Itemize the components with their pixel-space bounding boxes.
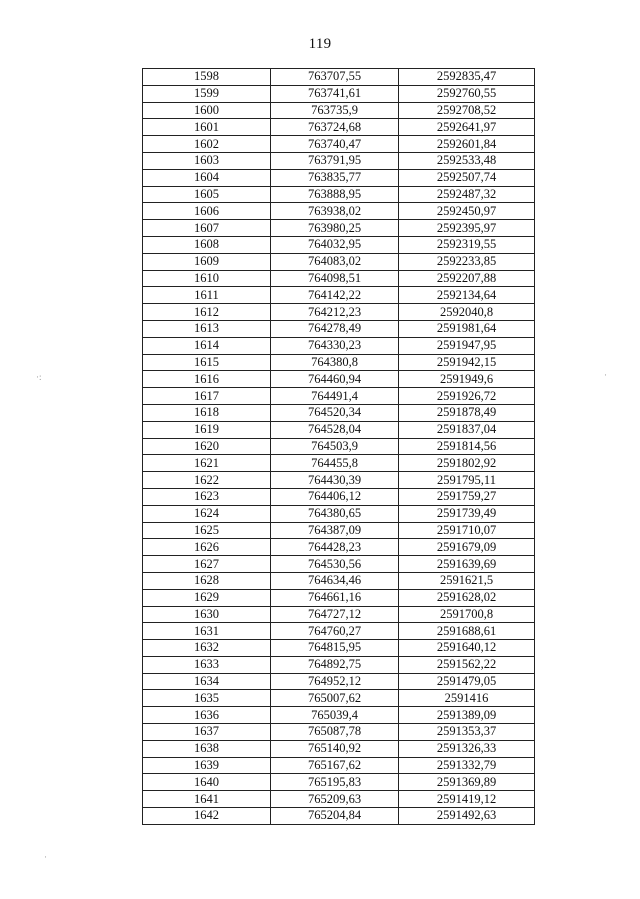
- y-coordinate-cell: 2591942,15: [399, 354, 535, 371]
- y-coordinate-cell: 2591837,04: [399, 421, 535, 438]
- table-row: [143, 606, 535, 623]
- table-row: [143, 337, 535, 354]
- table-row: [143, 673, 535, 690]
- x-coordinate-cell: 765140,92: [271, 740, 399, 757]
- x-coordinate-cell: 765039,4: [271, 707, 399, 724]
- x-coordinate-cell: 763741,61: [271, 85, 399, 102]
- y-coordinate-cell: 2591814,56: [399, 438, 535, 455]
- table-row: [143, 455, 535, 472]
- table-row: [143, 421, 535, 438]
- table-row: [143, 69, 535, 86]
- x-coordinate-cell: 764430,39: [271, 472, 399, 489]
- point-number-cell: 1618: [143, 404, 271, 421]
- x-coordinate-cell: 765167,62: [271, 757, 399, 774]
- point-number-cell: 1613: [143, 320, 271, 337]
- scan-artifact: ·: [44, 852, 47, 862]
- table-row: [143, 589, 535, 606]
- x-coordinate-cell: 765204,84: [271, 808, 399, 825]
- table-row: [143, 270, 535, 287]
- x-coordinate-cell: 764634,46: [271, 572, 399, 589]
- point-number-cell: 1635: [143, 690, 271, 707]
- coordinates-table: [142, 68, 535, 825]
- table-row: [143, 791, 535, 808]
- x-coordinate-cell: 763707,55: [271, 69, 399, 86]
- point-number-cell: 1639: [143, 757, 271, 774]
- x-coordinate-cell: 763835,77: [271, 169, 399, 186]
- point-number-cell: 1617: [143, 388, 271, 405]
- table-row: [143, 85, 535, 102]
- y-coordinate-cell: 2592450,97: [399, 203, 535, 220]
- point-number-cell: 1610: [143, 270, 271, 287]
- y-coordinate-cell: 2591878,49: [399, 404, 535, 421]
- y-coordinate-cell: 2592233,85: [399, 253, 535, 270]
- table-row: [143, 707, 535, 724]
- y-coordinate-cell: 2591926,72: [399, 388, 535, 405]
- point-number-cell: 1607: [143, 220, 271, 237]
- table-row: [143, 724, 535, 741]
- table-row: [143, 354, 535, 371]
- point-number-cell: 1629: [143, 589, 271, 606]
- table-row: [143, 505, 535, 522]
- point-number-cell: 1619: [143, 421, 271, 438]
- point-number-cell: 1622: [143, 472, 271, 489]
- point-number-cell: 1604: [143, 169, 271, 186]
- x-coordinate-cell: 765007,62: [271, 690, 399, 707]
- point-number-cell: 1621: [143, 455, 271, 472]
- point-number-cell: 1634: [143, 673, 271, 690]
- y-coordinate-cell: 2591332,79: [399, 757, 535, 774]
- x-coordinate-cell: 765195,83: [271, 774, 399, 791]
- table-row: [143, 304, 535, 321]
- y-coordinate-cell: 2591802,92: [399, 455, 535, 472]
- y-coordinate-cell: 2591700,8: [399, 606, 535, 623]
- y-coordinate-cell: 2591621,5: [399, 572, 535, 589]
- table-row: [143, 808, 535, 825]
- table-body: [143, 69, 535, 825]
- point-number-cell: 1620: [143, 438, 271, 455]
- x-coordinate-cell: 763938,02: [271, 203, 399, 220]
- table-row: [143, 404, 535, 421]
- y-coordinate-cell: 2591416: [399, 690, 535, 707]
- y-coordinate-cell: 2591479,05: [399, 673, 535, 690]
- point-number-cell: 1627: [143, 556, 271, 573]
- point-number-cell: 1605: [143, 186, 271, 203]
- x-coordinate-cell: 765087,78: [271, 724, 399, 741]
- point-number-cell: 1640: [143, 774, 271, 791]
- y-coordinate-cell: 2592641,97: [399, 119, 535, 136]
- point-number-cell: 1598: [143, 69, 271, 86]
- x-coordinate-cell: 764760,27: [271, 623, 399, 640]
- point-number-cell: 1623: [143, 488, 271, 505]
- point-number-cell: 1616: [143, 371, 271, 388]
- x-coordinate-cell: 764406,12: [271, 488, 399, 505]
- point-number-cell: 1609: [143, 253, 271, 270]
- table-row: [143, 388, 535, 405]
- table-row: [143, 488, 535, 505]
- table-row: [143, 774, 535, 791]
- x-coordinate-cell: 764491,4: [271, 388, 399, 405]
- x-coordinate-cell: 763724,68: [271, 119, 399, 136]
- table-row: [143, 572, 535, 589]
- x-coordinate-cell: 764952,12: [271, 673, 399, 690]
- table-row: [143, 169, 535, 186]
- table-row: [143, 472, 535, 489]
- y-coordinate-cell: 2591369,89: [399, 774, 535, 791]
- y-coordinate-cell: 2592207,88: [399, 270, 535, 287]
- y-coordinate-cell: 2592134,64: [399, 287, 535, 304]
- y-coordinate-cell: 2591353,37: [399, 724, 535, 741]
- table-row: [143, 220, 535, 237]
- y-coordinate-cell: 2591981,64: [399, 320, 535, 337]
- table-row: [143, 656, 535, 673]
- x-coordinate-cell: 765209,63: [271, 791, 399, 808]
- table-row: [143, 556, 535, 573]
- x-coordinate-cell: 764661,16: [271, 589, 399, 606]
- point-number-cell: 1614: [143, 337, 271, 354]
- page-number: 119: [308, 36, 332, 52]
- table-row: [143, 539, 535, 556]
- x-coordinate-cell: 764460,94: [271, 371, 399, 388]
- table-row: [143, 320, 535, 337]
- y-coordinate-cell: 2592319,55: [399, 236, 535, 253]
- table-row: [143, 640, 535, 657]
- point-number-cell: 1642: [143, 808, 271, 825]
- y-coordinate-cell: 2592760,55: [399, 85, 535, 102]
- x-coordinate-cell: 764815,95: [271, 640, 399, 657]
- point-number-cell: 1626: [143, 539, 271, 556]
- y-coordinate-cell: 2591628,02: [399, 589, 535, 606]
- y-coordinate-cell: 2591739,49: [399, 505, 535, 522]
- y-coordinate-cell: 2591389,09: [399, 707, 535, 724]
- x-coordinate-cell: 763735,9: [271, 102, 399, 119]
- x-coordinate-cell: 764142,22: [271, 287, 399, 304]
- y-coordinate-cell: 2592835,47: [399, 69, 535, 86]
- x-coordinate-cell: 764727,12: [271, 606, 399, 623]
- y-coordinate-cell: 2591710,07: [399, 522, 535, 539]
- point-number-cell: 1611: [143, 287, 271, 304]
- y-coordinate-cell: 2591562,22: [399, 656, 535, 673]
- point-number-cell: 1630: [143, 606, 271, 623]
- x-coordinate-cell: 763791,95: [271, 152, 399, 169]
- x-coordinate-cell: 764520,34: [271, 404, 399, 421]
- x-coordinate-cell: 763980,25: [271, 220, 399, 237]
- table-row: [143, 186, 535, 203]
- point-number-cell: 1601: [143, 119, 271, 136]
- scan-artifact: ·:: [36, 372, 42, 382]
- x-coordinate-cell: 764032,95: [271, 236, 399, 253]
- y-coordinate-cell: 2591759,27: [399, 488, 535, 505]
- x-coordinate-cell: 764428,23: [271, 539, 399, 556]
- table-row: [143, 152, 535, 169]
- x-coordinate-cell: 764530,56: [271, 556, 399, 573]
- point-number-cell: 1633: [143, 656, 271, 673]
- point-number-cell: 1638: [143, 740, 271, 757]
- table-row: [143, 102, 535, 119]
- y-coordinate-cell: 2591688,61: [399, 623, 535, 640]
- y-coordinate-cell: 2591326,33: [399, 740, 535, 757]
- y-coordinate-cell: 2592708,52: [399, 102, 535, 119]
- x-coordinate-cell: 763888,95: [271, 186, 399, 203]
- x-coordinate-cell: 764330,23: [271, 337, 399, 354]
- point-number-cell: 1602: [143, 136, 271, 153]
- x-coordinate-cell: 764278,49: [271, 320, 399, 337]
- table-row: [143, 522, 535, 539]
- y-coordinate-cell: 2591947,95: [399, 337, 535, 354]
- table-row: [143, 438, 535, 455]
- x-coordinate-cell: 764455,8: [271, 455, 399, 472]
- y-coordinate-cell: 2592533,48: [399, 152, 535, 169]
- point-number-cell: 1637: [143, 724, 271, 741]
- table-row: [143, 203, 535, 220]
- y-coordinate-cell: 2592395,97: [399, 220, 535, 237]
- point-number-cell: 1624: [143, 505, 271, 522]
- table-row: [143, 623, 535, 640]
- table-row: [143, 690, 535, 707]
- table-row: [143, 287, 535, 304]
- y-coordinate-cell: 2591679,09: [399, 539, 535, 556]
- point-number-cell: 1625: [143, 522, 271, 539]
- y-coordinate-cell: 2591492,63: [399, 808, 535, 825]
- point-number-cell: 1636: [143, 707, 271, 724]
- table-row: [143, 757, 535, 774]
- table-row: [143, 253, 535, 270]
- point-number-cell: 1632: [143, 640, 271, 657]
- point-number-cell: 1606: [143, 203, 271, 220]
- y-coordinate-cell: 2592601,84: [399, 136, 535, 153]
- table-row: [143, 236, 535, 253]
- point-number-cell: 1612: [143, 304, 271, 321]
- x-coordinate-cell: 764212,23: [271, 304, 399, 321]
- table-row: [143, 371, 535, 388]
- y-coordinate-cell: 2591795,11: [399, 472, 535, 489]
- point-number-cell: 1599: [143, 85, 271, 102]
- x-coordinate-cell: 764387,09: [271, 522, 399, 539]
- point-number-cell: 1608: [143, 236, 271, 253]
- y-coordinate-cell: 2592040,8: [399, 304, 535, 321]
- table-row: [143, 136, 535, 153]
- y-coordinate-cell: 2591640,12: [399, 640, 535, 657]
- y-coordinate-cell: 2591419,12: [399, 791, 535, 808]
- scan-artifact: ·: [604, 370, 607, 380]
- point-number-cell: 1641: [143, 791, 271, 808]
- x-coordinate-cell: 764503,9: [271, 438, 399, 455]
- x-coordinate-cell: 764380,65: [271, 505, 399, 522]
- x-coordinate-cell: 764083,02: [271, 253, 399, 270]
- table-row: [143, 740, 535, 757]
- point-number-cell: 1631: [143, 623, 271, 640]
- point-number-cell: 1628: [143, 572, 271, 589]
- point-number-cell: 1603: [143, 152, 271, 169]
- x-coordinate-cell: 764892,75: [271, 656, 399, 673]
- point-number-cell: 1615: [143, 354, 271, 371]
- x-coordinate-cell: 764098,51: [271, 270, 399, 287]
- y-coordinate-cell: 2591949,6: [399, 371, 535, 388]
- x-coordinate-cell: 763740,47: [271, 136, 399, 153]
- x-coordinate-cell: 764528,04: [271, 421, 399, 438]
- table-row: [143, 119, 535, 136]
- x-coordinate-cell: 764380,8: [271, 354, 399, 371]
- y-coordinate-cell: 2592507,74: [399, 169, 535, 186]
- y-coordinate-cell: 2591639,69: [399, 556, 535, 573]
- point-number-cell: 1600: [143, 102, 271, 119]
- y-coordinate-cell: 2592487,32: [399, 186, 535, 203]
